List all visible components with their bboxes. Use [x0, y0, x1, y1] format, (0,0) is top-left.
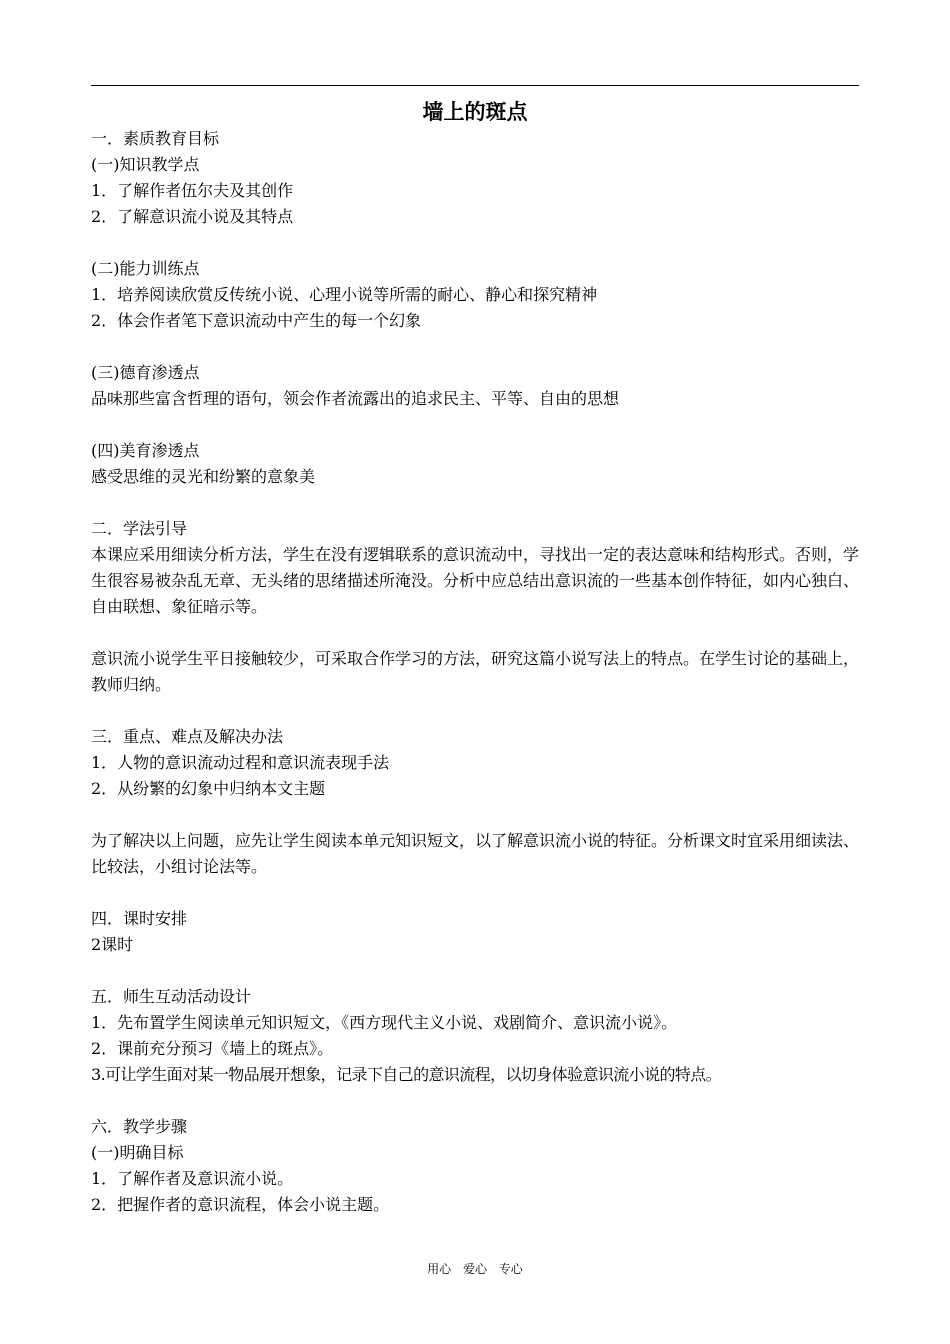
paragraph: 本课应采用细读分析方法，学生在没有逻辑联系的意识流动中，寻找出一定的表达意味和结构形式。否则，学生很容易被杂乱无章、无头绪的思绪描述所淹没。分析中应总结出意识流的一些基本创作特征，如内心独白、自由联想、象征暗示等。 [91, 545, 860, 616]
text-line: 2课时 [91, 935, 134, 954]
text-line: 品味那些富含哲理的语句，领会作者流露出的追求民主、平等、自由的思想 [91, 389, 620, 408]
list-item: 1．培养阅读欣赏反传统小说、心理小说等所需的耐心、静心和探究精神 [91, 285, 598, 304]
page-footer: 用心 爱心 专心 [427, 1262, 523, 1276]
section-heading: 五．师生互动活动设计 [91, 987, 252, 1006]
spacer [91, 334, 861, 360]
subsection-heading: (一)明确目标 [91, 1143, 184, 1162]
paragraph: 意识流小说学生平日接触较少，可采取合作学习的方法，研究这篇小说写法上的特点。在学生讨论的基础上，教师归纳。 [91, 649, 860, 694]
subsection-heading: (三)德育渗透点 [91, 363, 200, 382]
spacer [91, 880, 861, 906]
section-heading: 一．素质教育目标 [91, 129, 220, 148]
spacer [91, 620, 861, 646]
spacer [91, 230, 861, 256]
spacer [91, 958, 861, 984]
list-item: 1．先布置学生阅读单元知识短文，《西方现代主义小说、戏剧简介、意识流小说》。 [91, 1013, 678, 1032]
document-body [91, 126, 861, 1218]
subsection-heading: (二)能力训练点 [91, 259, 200, 278]
spacer [91, 802, 861, 828]
paragraph: 为了解决以上问题，应先让学生阅读本单元知识短文，以了解意识流小说的特征。分析课文时宜采用细读法、比较法，小组讨论法等。 [91, 831, 860, 876]
list-item: 1．了解作者及意识流小说。 [91, 1169, 294, 1188]
header-rule [91, 85, 859, 86]
list-item: 2．从纷繁的幻象中归纳本文主题 [91, 779, 326, 798]
spacer [91, 698, 861, 724]
spacer [91, 1088, 861, 1114]
list-item: 3.可让学生面对某一物品展开想象，记录下自己的意识流程，以切身体验意识流小说的特点。 [91, 1065, 722, 1084]
list-item: 2．了解意识流小说及其特点 [91, 207, 294, 226]
list-item: 2．把握作者的意识流程，体会小说主题。 [91, 1195, 390, 1214]
document-title: 墙上的斑点 [422, 100, 528, 124]
text-line: 感受思维的灵光和纷繁的意象美 [91, 467, 316, 486]
section-heading: 二．学法引导 [91, 519, 188, 538]
list-item: 1．了解作者伍尔夫及其创作 [91, 181, 294, 200]
list-item: 1．人物的意识流动过程和意识流表现手法 [91, 753, 390, 772]
list-item: 2．课前充分预习《墙上的斑点》。 [91, 1039, 334, 1058]
subsection-heading: (四)美育渗透点 [91, 441, 200, 460]
spacer [91, 490, 861, 516]
section-heading: 三．重点、难点及解决办法 [91, 727, 284, 746]
subsection-heading: (一)知识教学点 [91, 155, 200, 174]
section-heading: 六．教学步骤 [91, 1117, 188, 1136]
list-item: 2．体会作者笔下意识流动中产生的每一个幻象 [91, 311, 422, 330]
spacer [91, 412, 861, 438]
section-heading: 四．课时安排 [91, 909, 188, 928]
